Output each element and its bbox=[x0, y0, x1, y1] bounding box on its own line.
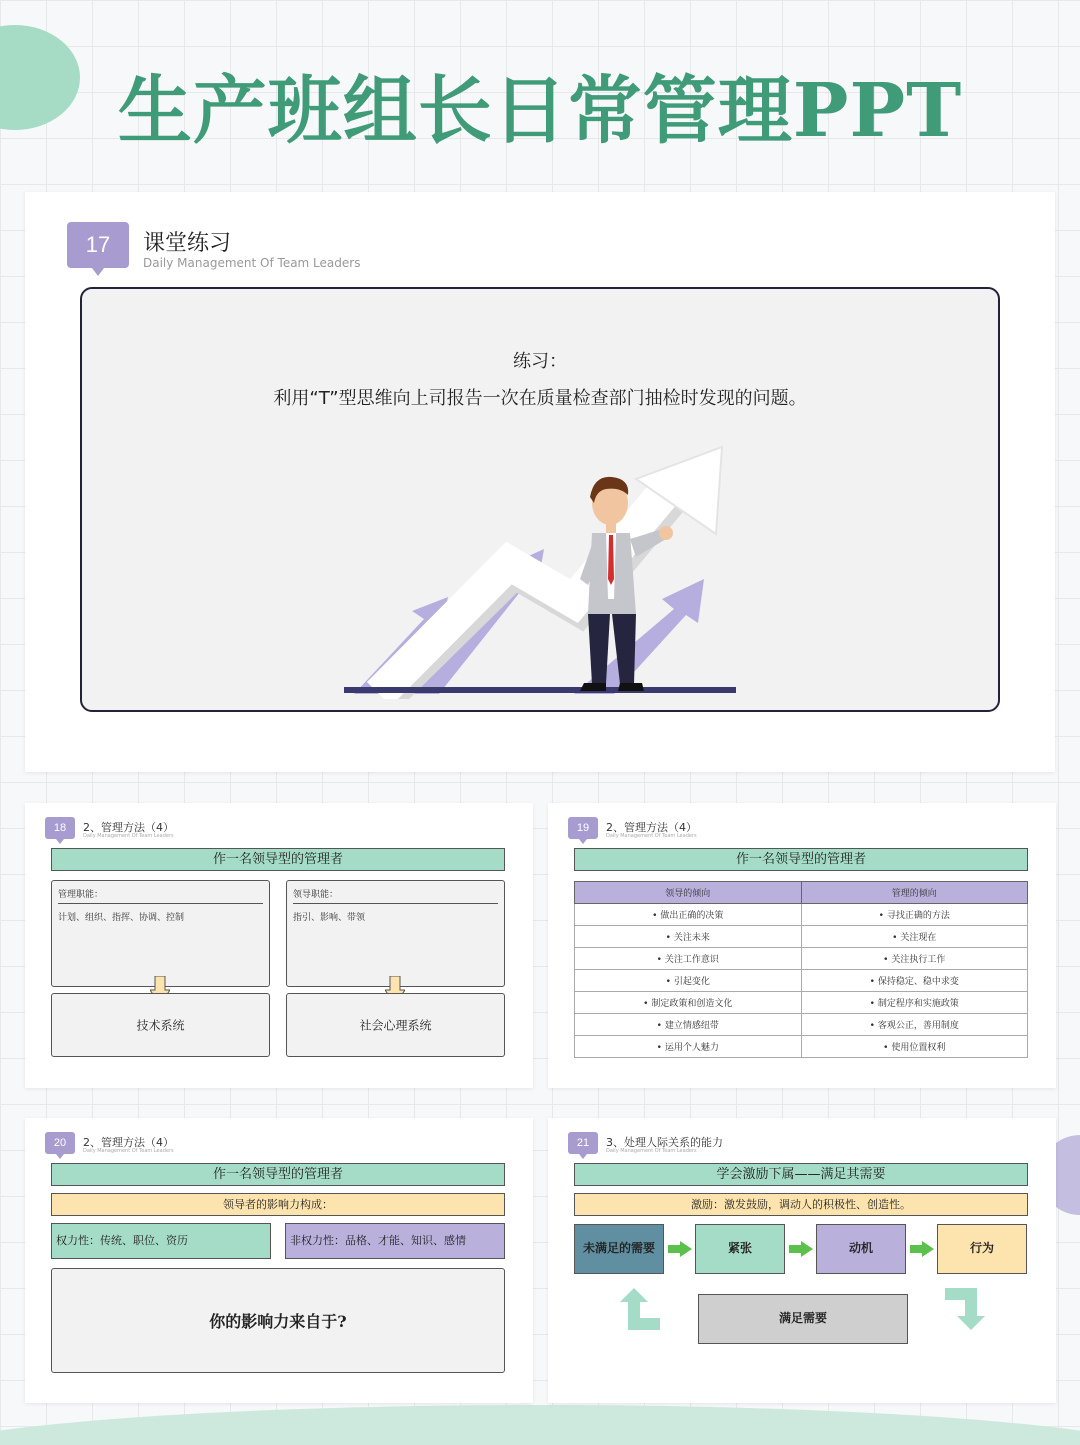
exercise-label: 练习： bbox=[513, 351, 567, 372]
slide-title: 3、处理人际关系的能力 bbox=[606, 1136, 723, 1149]
flow-step-unmet-need: 未满足的需要 bbox=[574, 1224, 664, 1274]
satisfy-need-box: 满足需要 bbox=[698, 1294, 908, 1344]
slide-banner: 作一名领导型的管理者 bbox=[574, 848, 1028, 871]
right-arrow-icon bbox=[668, 1241, 692, 1257]
table-cell: • 建立情感纽带 bbox=[575, 1014, 802, 1036]
table-cell: • 关注未来 bbox=[575, 926, 802, 948]
right-arrow-icon bbox=[789, 1241, 813, 1257]
table-cell: • 关注执行工作 bbox=[801, 948, 1028, 970]
slide-number-badge: 21 bbox=[568, 1132, 598, 1154]
table-cell: • 使用位置权利 bbox=[801, 1036, 1028, 1058]
slide-title: 2、管理方法（4） bbox=[83, 1136, 174, 1149]
table-row bbox=[575, 926, 1028, 948]
table-row bbox=[575, 1036, 1028, 1058]
table-row bbox=[575, 948, 1028, 970]
slide-sub-banner: 领导者的影响力构成： bbox=[51, 1193, 505, 1216]
table-cell: • 保持稳定、稳中求变 bbox=[801, 970, 1028, 992]
slide-banner: 作一名领导型的管理者 bbox=[51, 1163, 505, 1186]
table-row bbox=[575, 970, 1028, 992]
table-header-cell: 领导的倾向 bbox=[575, 882, 802, 904]
slide-title: 2、管理方法（4） bbox=[606, 821, 697, 834]
exercise-text: 利用“T”型思维向上司报告一次在质量检查部门抽检时发现的问题。 bbox=[273, 388, 807, 409]
slide-19[interactable] bbox=[548, 803, 1056, 1088]
flow-step-behavior: 行为 bbox=[937, 1224, 1027, 1274]
exercise-panel bbox=[80, 287, 1000, 712]
technical-system-box bbox=[51, 993, 270, 1057]
table-row bbox=[575, 1014, 1028, 1036]
management-function-box bbox=[51, 880, 270, 987]
table-cell: • 客观公正，善用制度 bbox=[801, 1014, 1028, 1036]
table-cell: • 做出正确的决策 bbox=[575, 904, 802, 926]
table-cell: • 关注工作意识 bbox=[575, 948, 802, 970]
question-text: 你的影响力来自于? bbox=[209, 1312, 347, 1331]
question-box bbox=[51, 1268, 505, 1373]
table-row bbox=[575, 992, 1028, 1014]
slide-sub-banner: 激励：激发鼓励，调动人的积极性、创造性。 bbox=[574, 1193, 1028, 1216]
box-result: 技术系统 bbox=[136, 1018, 185, 1033]
slide-20[interactable] bbox=[25, 1118, 533, 1403]
slide-17[interactable] bbox=[25, 192, 1055, 772]
businessman-growth-illustration bbox=[344, 439, 744, 699]
decor-bottom-wave bbox=[0, 1405, 1080, 1445]
slide-subtitle: Daily Management Of Team Leaders bbox=[143, 256, 361, 270]
table-cell: • 制定政策和创造文化 bbox=[575, 992, 802, 1014]
slide-subtitle: Daily Management Of Team Leaders bbox=[606, 833, 697, 839]
leadership-function-box bbox=[286, 880, 505, 987]
slide-number-badge: 20 bbox=[45, 1132, 75, 1154]
flow-step-tension: 紧张 bbox=[695, 1224, 785, 1274]
slide-subtitle: Daily Management Of Team Leaders bbox=[83, 833, 174, 839]
right-arrow-icon bbox=[910, 1241, 934, 1257]
slide-title: 2、管理方法（4） bbox=[83, 821, 174, 834]
social-psych-system-box bbox=[286, 993, 505, 1057]
slide-banner: 作一名领导型的管理者 bbox=[51, 848, 505, 871]
slide-title: 课堂练习 bbox=[143, 231, 232, 256]
flow-step-motive: 动机 bbox=[816, 1224, 906, 1274]
box-heading: 管理职能： bbox=[58, 887, 263, 904]
box-heading: 领导职能： bbox=[293, 887, 498, 904]
slide-subtitle: Daily Management Of Team Leaders bbox=[83, 1148, 174, 1154]
tendency-table bbox=[574, 881, 1028, 1058]
table-cell: • 关注现在 bbox=[801, 926, 1028, 948]
down-return-arrow-icon bbox=[943, 1286, 989, 1332]
table-cell: • 引起变化 bbox=[575, 970, 802, 992]
power-influence-pill: 权力性：传统、职位、资历 bbox=[51, 1223, 271, 1259]
slide-18[interactable] bbox=[25, 803, 533, 1088]
table-header-row bbox=[575, 882, 1028, 904]
slide-21[interactable] bbox=[548, 1118, 1056, 1403]
table-cell: • 寻找正确的方法 bbox=[801, 904, 1028, 926]
slide-number-badge: 18 bbox=[45, 817, 75, 839]
table-header-cell: 管理的倾向 bbox=[801, 882, 1028, 904]
slide-subtitle: Daily Management Of Team Leaders bbox=[606, 1148, 697, 1154]
slide-number-badge: 17 bbox=[67, 222, 129, 268]
box-result: 社会心理系统 bbox=[359, 1018, 432, 1033]
slide-banner: 学会激励下属——满足其需要 bbox=[574, 1163, 1028, 1186]
box-body: 指引、影响、带领 bbox=[293, 913, 366, 923]
slide-number-badge: 19 bbox=[568, 817, 598, 839]
up-return-arrow-icon bbox=[616, 1286, 662, 1332]
table-cell: • 运用个人魅力 bbox=[575, 1036, 802, 1058]
table-row bbox=[575, 904, 1028, 926]
non-power-influence-pill: 非权力性：品格、才能、知识、感情 bbox=[285, 1223, 505, 1259]
box-body: 计划、组织、指挥、协调、控制 bbox=[58, 913, 185, 923]
table-cell: • 制定程序和实施政策 bbox=[801, 992, 1028, 1014]
page-title: 生产班组长日常管理PPT bbox=[117, 68, 963, 154]
